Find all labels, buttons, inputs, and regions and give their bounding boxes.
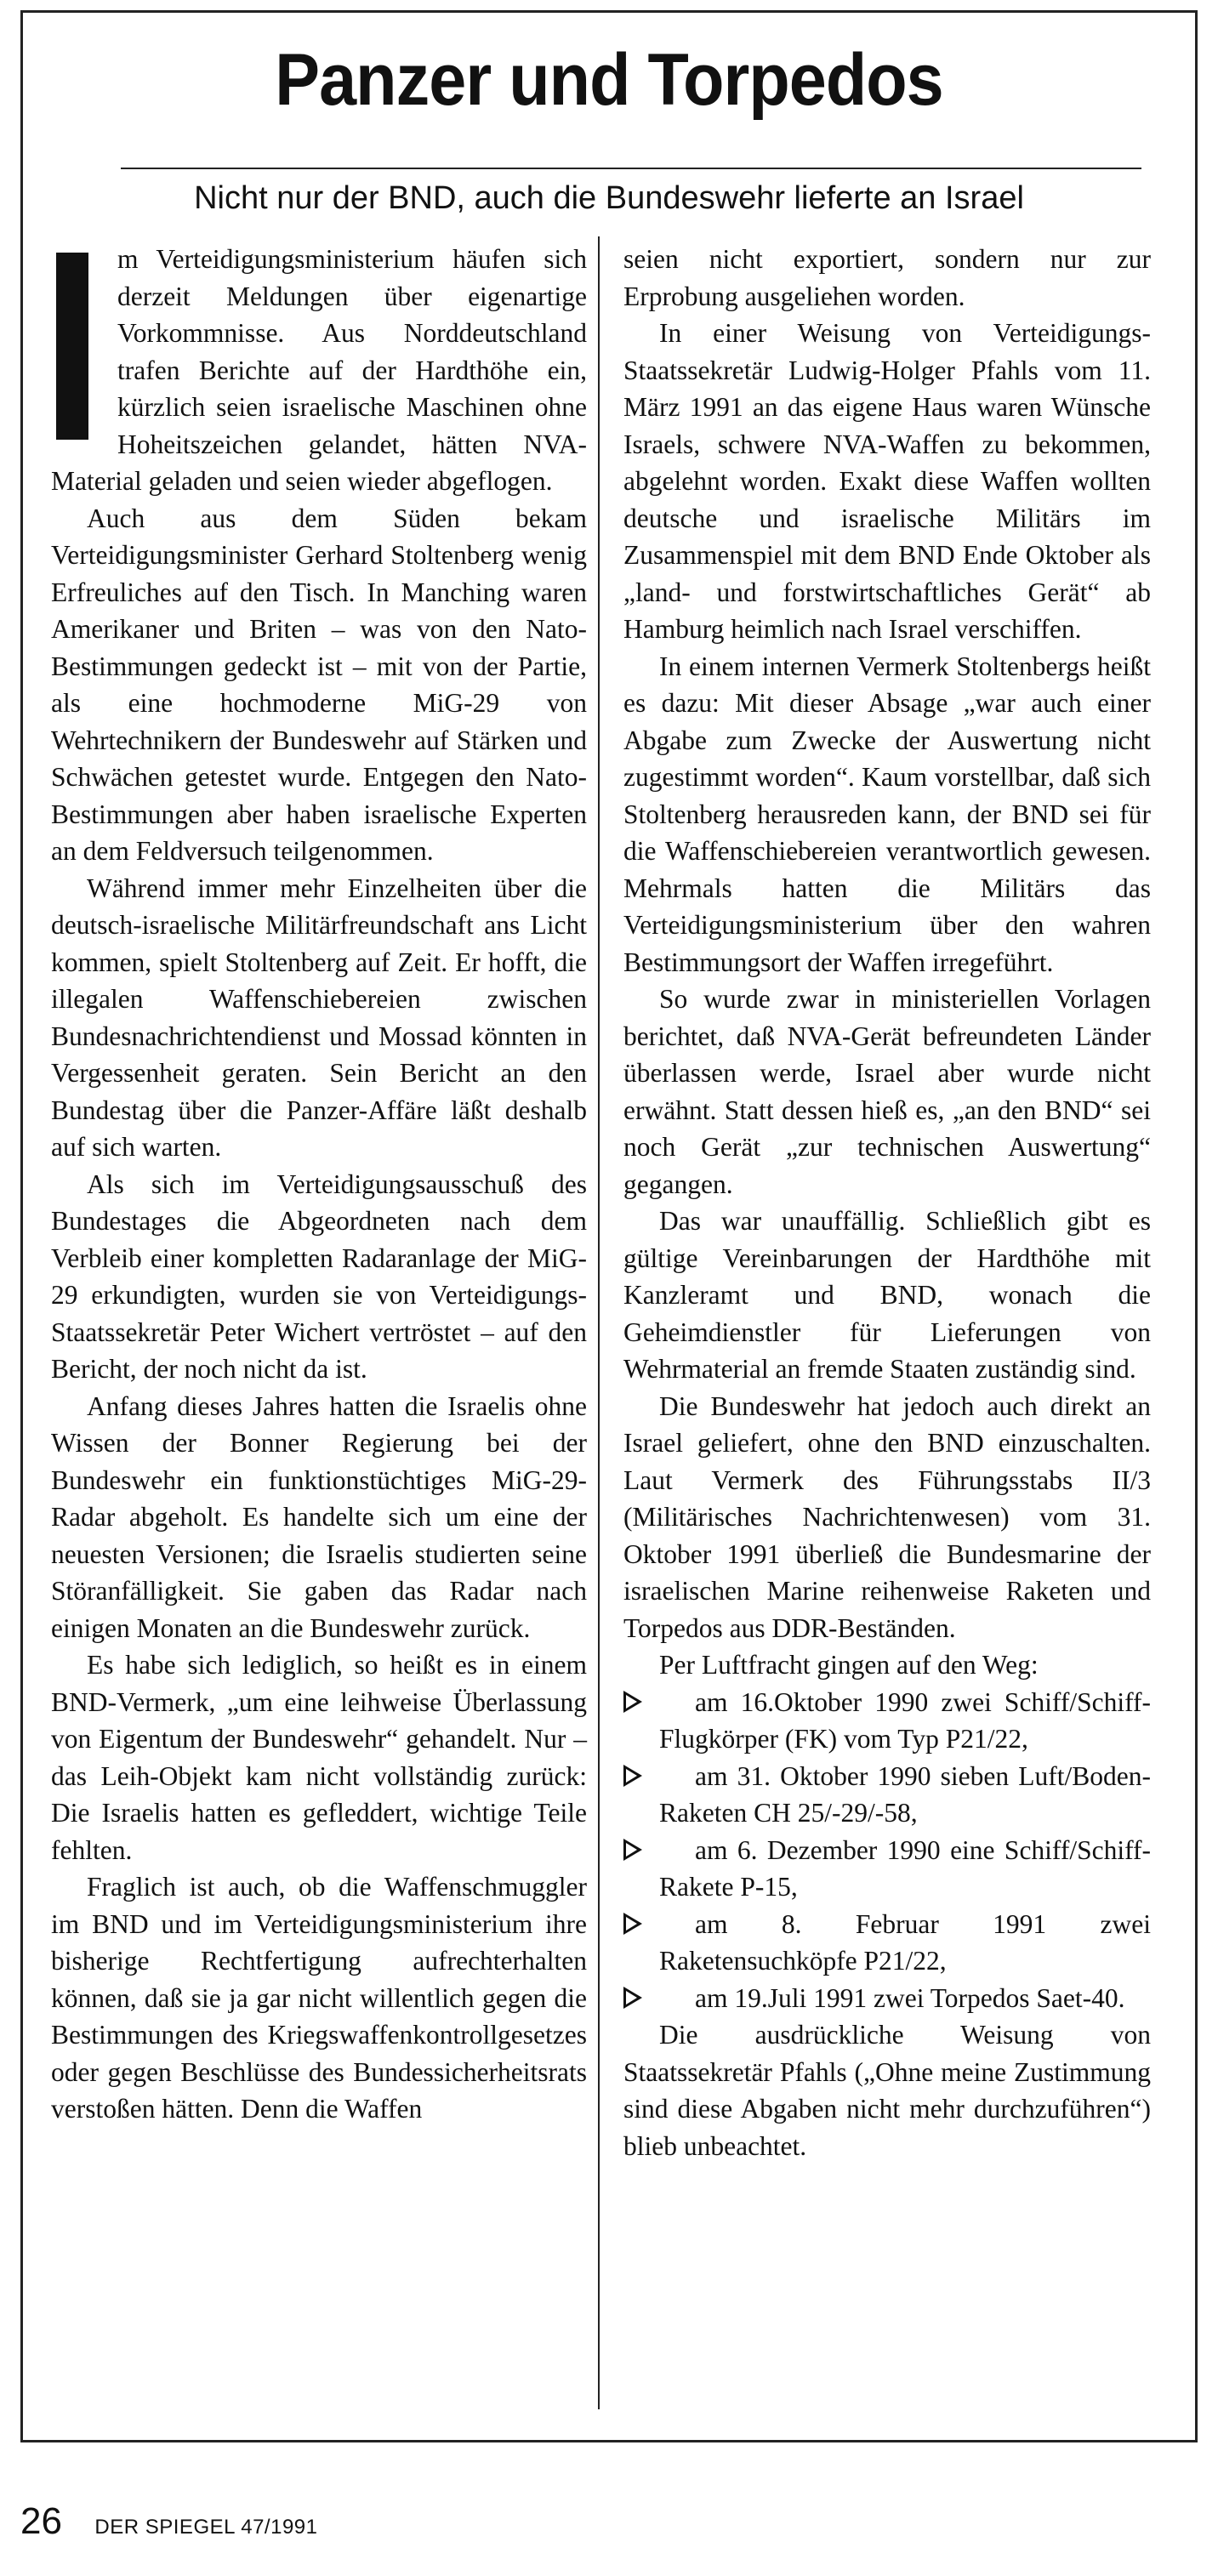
triangle-bullet-icon [623, 1839, 642, 1861]
list-item [623, 1758, 1151, 1832]
page-footer [20, 2500, 318, 2543]
paragraph: Das war unauffällig. Schließlich gibt es gültige Vereinbarungen der Hardthöhe mit Kanzleramt und BND, wonach die Geheimdienstler für Lieferungen von Wehrmaterial an fremde Staaten zuständig sind. [623, 1206, 1151, 1384]
subheadline: Nicht nur der BND, auch die Bundeswehr lieferte an Israel [194, 180, 1024, 216]
list-item [623, 1832, 1151, 1906]
triangle-bullet-icon [623, 1765, 642, 1787]
list-item-text: am 6. Dezember 1990 eine Schiff/Schiff-Rakete P-15, [659, 1834, 1151, 1902]
paragraph: Während immer mehr Einzelheiten über die deutsch-israelische Militärfreundschaft ans Licht kommen, spielt Stoltenberg auf Zeit. Er hofft, die illegalen Waffenschiebereien zwischen Bundesnachrichtendienst und Mossad könnten in Vergessenheit geraten. Sein Bericht an den Bundestag über die Panzer-Affäre läßt deshalb auf sich warten. [51, 873, 587, 1162]
paragraph: Es habe sich lediglich, so heißt es in einem BND-Vermerk, „um eine leihweise Überlassung von Eigentum der Bundeswehr“ gehandelt. Nur – das Leih-Objekt kam nicht vollständig zurück: Die Israelis hatten es gefleddert, wichtige Teile fehlten. [51, 1650, 587, 1865]
paragraph: In einem internen Vermerk Stoltenbergs heißt es dazu: Mit dieser Absage „war auch einer Abgabe zum Zwecke der Auswertung nicht zugestimmt worden“. Kaum vorstellbar, daß sich Stoltenberg herausreden kann, der BND sei für die Waffenschiebereien verantwortlich gewesen. Mehrmals hatten die Militärs das Verteidigungsministerium über den wahren Bestimmungsort der Waffen irregeführt. [623, 651, 1151, 977]
paragraph: In einer Weisung von Verteidigungs-Staatssekretär Ludwig-Holger Pfahls vom 11. März 1991 an das eigene Haus waren Wünsche Israels, schwere NVA-Waffen zu bekommen, abgelehnt worden. Exakt diese Waffen wollten deutsche und israelische Militärs im Zusammenspiel mit dem BND Ende Oktober als „land- und forstwirtschaftliches Gerät“ ab Hamburg heimlich nach Israel verschiffen. [623, 318, 1151, 644]
list-item-text: am 19.Juli 1991 zwei Torpedos Saet-40. [695, 1982, 1125, 2013]
paragraph: Fraglich ist auch, ob die Waffenschmuggler im BND und im Verteidigungsministerium ihre bisherige Rechtfertigung aufrechterhalten können, daß sie ja gar nicht willentlich gegen die Bestimmungen des Kriegswaffenkontrollgesetzes oder gegen Beschlüsse des Bundessicherheitsrats verstoßen hätten. Denn die Waffen [51, 1872, 587, 2124]
page-number: 26 [20, 2500, 62, 2542]
paragraph: Auch aus dem Süden bekam Verteidigungsminister Gerhard Stoltenberg wenig Erfreuliches auf den Tisch. In Manching waren Amerikaner und Briten – was von den Nato-Bestimmungen gedeckt ist – mit von der Partie, als eine hochmoderne MiG-29 von Wehrtechnikern der Bundeswehr auf Stärken und Schwächen getestet wurde. Entgegen den Nato-Bestimmungen aber haben israelische Experten an dem Feldversuch teilgenommen. [51, 503, 587, 866]
paragraph-continuation: seien nicht exportiert, sondern nur zur Erprobung ausgeliehen worden. [623, 244, 1151, 311]
column-divider [598, 236, 600, 2409]
triangle-bullet-icon [623, 1987, 642, 2009]
paragraph: Als sich im Verteidigungsausschuß des Bundestages die Abgeordneten nach dem Verbleib einer kompletten Radaranlage der MiG-29 erkundigten, wurden sie von Verteidigungs-Staatssekretär Peter Wichert vertröstet – auf den Bericht, der noch nicht da ist. [51, 1169, 587, 1384]
list-item-text: am 8. Februar 1991 zwei Raketensuchköpfe P21/22, [659, 1908, 1151, 1976]
paragraph: Die ausdrückliche Weisung von Staatssekretär Pfahls („Ohne meine Zustimmung sind diese Abgaben nicht mehr durchzuführen“) blieb unbeachtet. [623, 2020, 1151, 2161]
list-item [623, 1684, 1151, 1758]
paragraph: Per Luftfracht gingen auf den Weg: [659, 1650, 1039, 1680]
paragraph: m Verteidigungsministerium häufen sich derzeit Meldungen über eigenartige Vorkommnisse. Aus Norddeutschland trafen Berichte auf der Hardthöhe ein, kürzlich seien israelische Maschinen ohne Hoheitszeichen gelandet, hätten NVA-Material geladen und seien wieder abgeflogen. [51, 244, 587, 496]
list-item [623, 1980, 1151, 2017]
paragraph: Anfang dieses Jahres hatten die Israelis ohne Wissen der Bonner Regierung bei der Bundeswehr ein funktionstüchtiges MiG-29-Radar abgeholt. Es handelte sich um eine der neuesten Versionen; die Israelis studierten seine Störanfälligkeit. Sie gaben das Radar nach einigen Monaten an die Bundeswehr zurück. [51, 1390, 587, 1643]
right-column [623, 241, 1151, 2164]
publication-source: DER SPIEGEL 47/1991 [94, 2516, 318, 2539]
triangle-bullet-icon [623, 1691, 642, 1713]
list-item-text: am 31. Oktober 1990 sieben Luft/Boden-Raketen CH 25/-29/-58, [659, 1760, 1151, 1828]
paragraph: So wurde zwar in ministeriellen Vorlagen berichtet, daß NVA-Gerät befreundeten Länder überlassen werde, Israel aber wurde nicht erwähnt. Statt dessen hieß es, „an den BND“ sei noch Gerät „zur technischen Auswertung“ gegangen. [623, 984, 1151, 1199]
left-column [51, 241, 587, 2128]
headline-rule [121, 168, 1141, 169]
paragraph: Die Bundeswehr hat jedoch auch direkt an Israel geliefert, ohne den BND einzuschalten. Laut Vermerk des Führungsstabs II/3 (Militärisches Nachrichtenwesen) vom 31. Oktober 1991 überließ die Bundesmarine der israelischen Marine reihenweise Raketen und Torpedos aus DDR-Beständen. [623, 1390, 1151, 1643]
list-item [623, 1906, 1151, 1980]
drop-cap-initial [56, 253, 88, 440]
triangle-bullet-icon [623, 1913, 642, 1935]
list-item-text: am 16.Oktober 1990 zwei Schiff/Schiff-Flugkörper (FK) vom Typ P21/22, [659, 1686, 1151, 1754]
headline: Panzer und Torpedos [275, 39, 943, 121]
